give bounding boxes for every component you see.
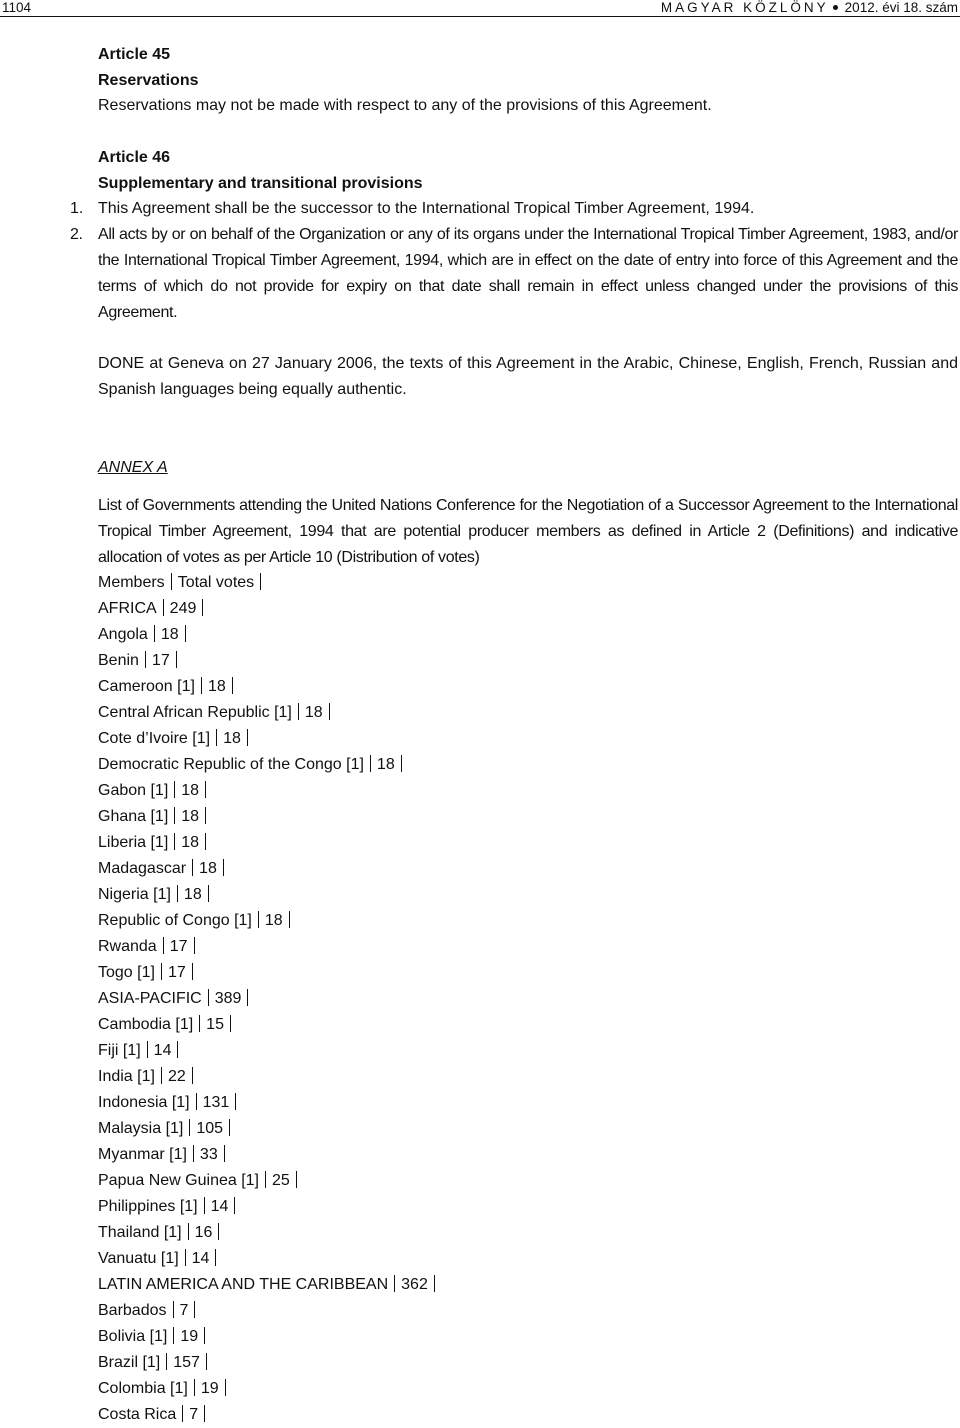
article-45-text: Reservations may not be made with respect to any of the provisions of this Agreement.	[98, 97, 712, 114]
annex-intro: List of Governments attending the United Nations Conference for the Negotiation of a Successor Agreement to the International Tropical Timber Agreement, 1994 that are potential producer members as defined in Article 2 (Definitions) and indicative allocation of votes as per Article 10 (Distribution of votes)	[98, 497, 958, 566]
column-separator	[171, 573, 172, 590]
table-row	[98, 778, 958, 804]
member-votes: 18	[223, 730, 241, 747]
column-separator	[224, 1145, 225, 1162]
column-separator	[196, 1093, 197, 1110]
table-row	[98, 1142, 958, 1168]
table-row	[98, 726, 958, 752]
paragraph-2-text: All acts by or on behalf of the Organization or any of its organs under the International Tropical Timber Agreement, 1983, and/or the International Tropical Timber Agreement, 1994, which are in effect on the date of entry into force of this Agreement and the terms of which do not provide for expiry on that date shall remain in effect unless changed under the provisions of this Agreement.	[98, 226, 958, 321]
member-name: Papua New Guinea [1]	[98, 1172, 259, 1189]
member-name: Fiji [1]	[98, 1042, 141, 1059]
member-name: ASIA-PACIFIC	[98, 990, 202, 1007]
column-separator	[247, 729, 248, 746]
table-row	[98, 1012, 958, 1038]
column-separator	[218, 1223, 219, 1240]
table-row	[98, 1090, 958, 1116]
member-name: Thailand [1]	[98, 1224, 182, 1241]
table-row	[98, 882, 958, 908]
column-separator	[174, 833, 175, 850]
table-row	[98, 752, 958, 778]
table-row	[98, 1038, 958, 1064]
column-separator	[185, 1249, 186, 1266]
column-separator	[194, 1379, 195, 1396]
column-separator	[247, 989, 248, 1006]
member-name: Costa Rica	[98, 1406, 177, 1423]
column-separator	[166, 1353, 167, 1370]
member-votes: 157	[173, 1354, 200, 1371]
column-separator	[163, 599, 164, 616]
table-row	[98, 622, 958, 648]
column-separator	[205, 807, 206, 824]
table-header-row	[98, 570, 958, 596]
member-votes: 22	[167, 1068, 186, 1085]
column-separator	[204, 1197, 205, 1214]
column-separator	[176, 651, 177, 668]
table-row	[98, 908, 958, 934]
column-separator	[202, 599, 203, 616]
member-name: Cameroon [1]	[98, 678, 195, 695]
member-votes: 131	[202, 1094, 230, 1111]
article-46-number: Article 46	[98, 149, 171, 166]
member-name: Indonesia [1]	[98, 1094, 190, 1111]
column-separator	[177, 1041, 178, 1058]
column-header-members: Members	[98, 574, 165, 591]
column-separator	[174, 781, 175, 798]
running-title	[661, 0, 958, 15]
column-separator	[192, 1067, 193, 1084]
column-separator	[194, 1301, 195, 1318]
column-separator	[234, 1197, 235, 1214]
column-separator	[232, 677, 233, 694]
column-separator	[258, 911, 259, 928]
column-separator	[205, 833, 206, 850]
member-name: Bolivia [1]	[98, 1328, 168, 1345]
member-votes: 18	[181, 808, 200, 825]
table-row	[98, 1064, 958, 1090]
table-row	[98, 1298, 958, 1324]
paragraph-1-text: This Agreement shall be the successor to the International Tropical Timber Agreement, 1994.	[98, 200, 755, 217]
column-separator	[147, 1041, 148, 1058]
member-name: Democratic Republic of the Congo [1]	[98, 756, 364, 773]
member-name: Nigeria [1]	[98, 886, 171, 903]
member-votes: 18	[376, 756, 395, 773]
column-separator	[194, 937, 195, 954]
member-votes: 17	[169, 938, 188, 955]
member-name: Vanuatu [1]	[98, 1250, 179, 1267]
column-separator	[265, 1171, 266, 1188]
member-votes: 15	[206, 1016, 224, 1033]
member-name: Benin	[98, 652, 139, 669]
column-separator	[296, 1171, 297, 1188]
member-name: Philippines [1]	[98, 1198, 198, 1215]
table-row	[98, 1272, 958, 1298]
column-separator	[189, 1119, 190, 1136]
table-row	[98, 1350, 958, 1376]
table-row	[98, 648, 958, 674]
member-votes: 17	[167, 964, 186, 981]
table-row	[98, 986, 958, 1012]
column-separator	[193, 1145, 194, 1162]
issue-label: 2012. évi 18. szám	[844, 0, 958, 15]
column-separator	[154, 625, 155, 642]
column-separator	[298, 703, 299, 720]
table-row	[98, 1168, 958, 1194]
publication-name: MAGYAR KÖZLÖNY	[660, 0, 829, 15]
article-46-paragraph-2	[70, 222, 958, 326]
table-row	[98, 1376, 958, 1402]
article-46-title: Supplementary and transitional provisions	[98, 175, 423, 192]
member-name: Madagascar	[98, 860, 187, 877]
member-name: Ghana [1]	[98, 808, 169, 825]
member-votes: 33	[199, 1146, 218, 1163]
table-row	[98, 934, 958, 960]
column-separator	[205, 781, 206, 798]
annex-title-text: ANNEX A	[98, 459, 168, 476]
column-separator	[182, 1405, 183, 1422]
column-separator	[199, 1015, 200, 1032]
column-separator	[370, 755, 371, 772]
table-row	[98, 1246, 958, 1272]
column-separator	[229, 1119, 230, 1136]
member-name: Central African Republic [1]	[98, 704, 292, 721]
member-votes: 14	[153, 1042, 172, 1059]
table-row	[98, 856, 958, 882]
article-46-paragraph-1	[70, 196, 958, 222]
column-separator	[192, 963, 193, 980]
column-separator	[225, 1379, 226, 1396]
table-row	[98, 700, 958, 726]
column-separator	[206, 1353, 207, 1370]
member-votes: 18	[199, 860, 217, 877]
member-name: Gabon [1]	[98, 782, 169, 799]
column-separator	[173, 1301, 174, 1318]
column-separator	[204, 1405, 205, 1422]
member-name: Cambodia [1]	[98, 1016, 194, 1033]
article-45-number: Article 45	[98, 46, 171, 63]
member-votes: 7	[179, 1302, 189, 1319]
member-votes: 105	[196, 1120, 224, 1137]
column-separator	[208, 989, 209, 1006]
table-row	[98, 1324, 958, 1350]
member-name: Cote d’Ivoire [1]	[98, 730, 211, 747]
table-row	[98, 596, 958, 622]
column-separator	[201, 677, 202, 694]
column-separator	[329, 703, 330, 720]
table-row	[98, 1402, 958, 1428]
member-name: Rwanda	[98, 938, 157, 955]
column-separator	[173, 1327, 174, 1344]
table-row	[98, 1116, 958, 1142]
member-name: Malaysia [1]	[98, 1120, 184, 1137]
table-row	[98, 1194, 958, 1220]
column-separator	[215, 1249, 216, 1266]
member-votes: 16	[194, 1224, 213, 1241]
member-votes: 18	[304, 704, 323, 721]
member-name: LATIN AMERICA AND THE CARIBBEAN	[98, 1276, 389, 1293]
member-votes: 18	[181, 782, 200, 799]
member-votes: 19	[180, 1328, 199, 1345]
member-name: Togo [1]	[98, 964, 155, 981]
member-votes: 14	[191, 1250, 210, 1267]
member-votes: 14	[210, 1198, 229, 1215]
paragraph-2-number: 2.	[70, 226, 83, 243]
paragraph-1-number: 1.	[70, 200, 84, 217]
table-row	[98, 1220, 958, 1246]
column-separator	[434, 1275, 435, 1292]
column-separator	[394, 1275, 395, 1292]
running-header	[0, 0, 960, 17]
article-45-title: Reservations	[98, 72, 199, 89]
member-votes: 7	[189, 1406, 199, 1423]
column-separator	[161, 1067, 162, 1084]
column-separator	[177, 885, 178, 902]
member-name: Brazil [1]	[98, 1354, 161, 1371]
table-row	[98, 674, 958, 700]
column-separator	[185, 625, 186, 642]
column-separator	[235, 1093, 236, 1110]
member-votes: 249	[169, 600, 197, 617]
column-separator	[161, 963, 162, 980]
column-separator	[204, 1327, 205, 1344]
member-name: Republic of Congo [1]	[98, 912, 252, 929]
column-separator	[208, 885, 209, 902]
table-row	[98, 830, 958, 856]
member-votes: 17	[151, 652, 170, 669]
member-votes: 389	[214, 990, 242, 1007]
column-separator	[230, 1015, 231, 1032]
table-row	[98, 804, 958, 830]
column-separator	[223, 859, 224, 876]
member-votes: 25	[272, 1172, 290, 1189]
done-clause: DONE at Geneva on 27 January 2006, the texts of this Agreement in the Arabic, Chinese, English, French, Russian and Spanish languages being equally authentic.	[98, 355, 958, 398]
column-separator	[163, 937, 164, 954]
member-votes: 362	[401, 1276, 428, 1293]
annex-title	[98, 455, 958, 481]
column-separator	[145, 651, 146, 668]
member-name: India [1]	[98, 1068, 155, 1085]
column-separator	[260, 573, 261, 590]
member-votes: 18	[264, 912, 283, 929]
column-separator	[289, 911, 290, 928]
members-table	[98, 570, 958, 1428]
member-name: Liberia [1]	[98, 834, 169, 851]
column-header-votes: Total votes	[177, 574, 255, 591]
page-number: 1104	[2, 0, 32, 15]
column-separator	[401, 755, 402, 772]
member-votes: 18	[183, 886, 202, 903]
member-votes: 18	[207, 678, 226, 695]
column-separator	[192, 859, 193, 876]
member-name: AFRICA	[98, 600, 157, 617]
column-separator	[174, 807, 175, 824]
member-votes: 18	[181, 834, 200, 851]
member-name: Barbados	[98, 1302, 167, 1319]
member-votes: 19	[200, 1380, 219, 1397]
column-separator	[188, 1223, 189, 1240]
column-separator	[216, 729, 217, 746]
member-name: Myanmar [1]	[98, 1146, 187, 1163]
member-name: Colombia [1]	[98, 1380, 188, 1397]
table-row	[98, 960, 958, 986]
bullet-icon	[833, 5, 838, 10]
member-name: Angola	[98, 626, 148, 643]
member-votes: 18	[160, 626, 179, 643]
